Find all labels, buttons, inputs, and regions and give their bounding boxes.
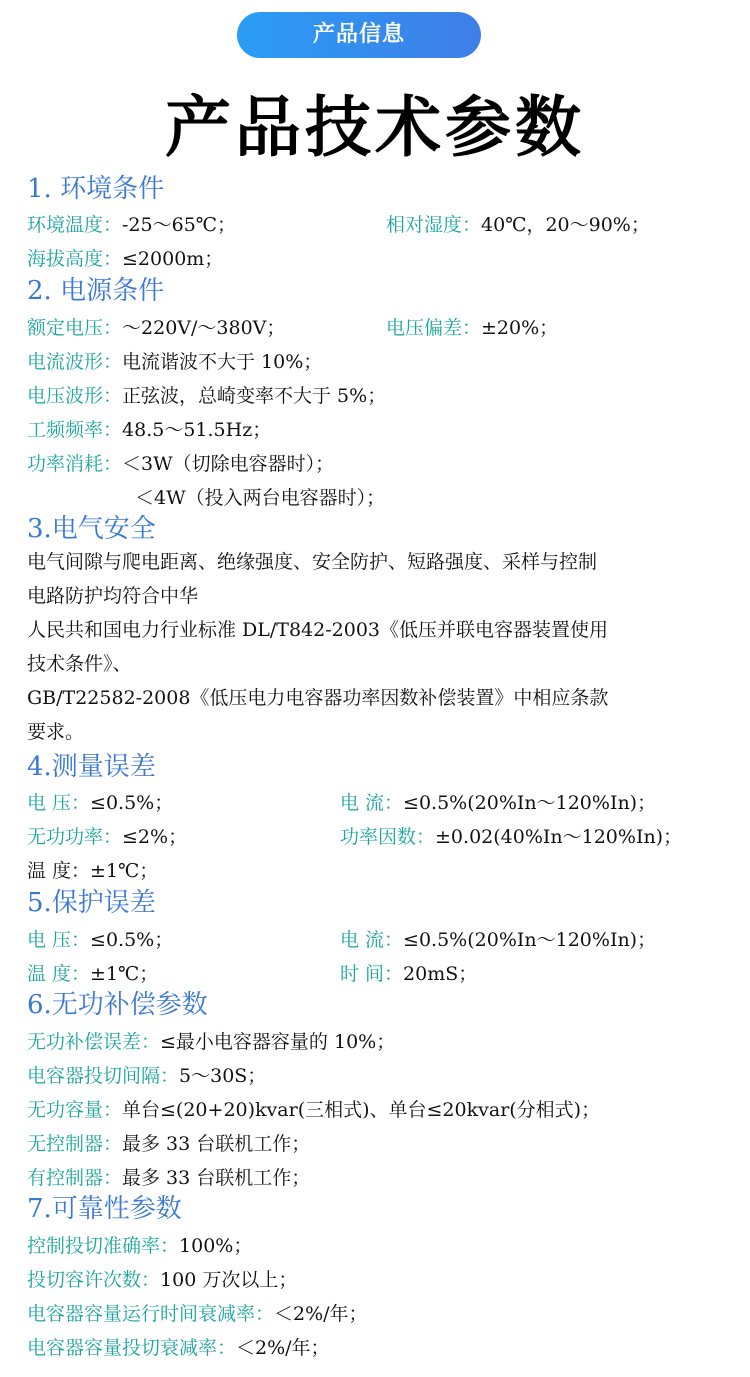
measure-temp-label: 温 度： xyxy=(27,860,91,882)
protect-current-row xyxy=(340,925,656,952)
switch-interval-label: 电容器投切间隔： xyxy=(27,1065,180,1087)
switching-decay-row xyxy=(27,1333,330,1360)
switch-accuracy-label: 控制投切准确率： xyxy=(27,1235,180,1257)
no-controller-label: 无控制器： xyxy=(27,1133,123,1155)
reactive-capacity-label: 无功容量： xyxy=(27,1099,123,1121)
page-title: 产品技术参数 xyxy=(165,89,585,166)
protect-current-value: ≤0.5%(20%In～120%In)； xyxy=(403,929,657,951)
measure-current-value: ≤0.5%(20%In～120%In)； xyxy=(403,792,657,814)
measure-reactive-label: 无功功率： xyxy=(27,826,123,848)
with-controller-value: 最多 33 台联机工作； xyxy=(122,1167,311,1189)
reactive-capacity-row xyxy=(27,1095,600,1122)
no-controller-row xyxy=(27,1129,310,1156)
frequency-value: 48.5～51.5Hz； xyxy=(122,419,272,441)
switch-interval-value: 5～30S； xyxy=(179,1065,267,1087)
protect-voltage-value: ≤0.5%； xyxy=(90,929,174,951)
safety-line: GB/T22582-2008《低压电力电容器功率因数补偿装置》中相应条款 xyxy=(27,687,609,709)
safety-line: 电气间隙与爬电距离、绝缘强度、安全防护、短路强度、采样与控制 xyxy=(27,551,598,573)
protect-voltage-label: 电 压： xyxy=(27,929,91,951)
safety-line: 技术条件》、 xyxy=(27,653,132,675)
voltage-deviation-value: ±20%； xyxy=(481,317,559,339)
protect-voltage-row xyxy=(27,925,173,952)
no-controller-value: 最多 33 台联机工作； xyxy=(122,1133,311,1155)
switch-interval-row xyxy=(27,1061,266,1088)
humidity-value: 40℃，20～90%； xyxy=(481,214,650,236)
section-3-title: 3.电气安全 xyxy=(27,514,156,544)
safety-line: 人民共和国电力行业标准 DL/T842-2003《低压并联电容器装置使用 xyxy=(27,619,609,641)
rated-voltage-label: 额定电压： xyxy=(27,317,123,339)
runtime-decay-value: ＜2%/年； xyxy=(274,1303,368,1325)
power-consumption-value-1: ＜3W（切除电容器时）； xyxy=(122,453,335,475)
measure-reactive-row xyxy=(27,822,187,849)
with-controller-row xyxy=(27,1163,310,1190)
protect-temp-row xyxy=(27,959,158,986)
safety-line: 要求。 xyxy=(27,721,85,743)
compensation-error-value: ≤最小电容器容量的 10%； xyxy=(160,1031,396,1053)
current-waveform-row xyxy=(27,347,322,374)
switch-accuracy-value: 100%； xyxy=(179,1235,253,1257)
electrical-safety-paragraph xyxy=(27,545,737,749)
rated-voltage-value: ～220V/～380V； xyxy=(122,317,286,339)
protect-time-value: 20mS； xyxy=(403,963,478,985)
measure-voltage-row xyxy=(27,788,173,815)
protect-temp-value: ±1℃； xyxy=(90,963,159,985)
voltage-waveform-label: 电压波形： xyxy=(27,385,123,407)
protect-current-label: 电 流： xyxy=(340,929,404,951)
switch-count-label: 投切容许次数： xyxy=(27,1269,161,1291)
protect-time-row xyxy=(340,959,477,986)
section-1-title: 1. 环境条件 xyxy=(27,174,165,204)
power-consumption-row xyxy=(27,449,334,476)
frequency-row xyxy=(27,415,271,442)
humidity-row xyxy=(386,210,650,237)
with-controller-label: 有控制器： xyxy=(27,1167,123,1189)
rated-voltage-row xyxy=(27,313,285,340)
measure-temp-value: ±1℃； xyxy=(90,860,159,882)
switching-decay-value: ＜2%/年； xyxy=(236,1337,330,1359)
compensation-error-row xyxy=(27,1027,395,1054)
env-temp-row xyxy=(27,210,236,237)
env-temp-value: -25～65℃； xyxy=(122,214,237,236)
measure-temp-row xyxy=(27,856,158,883)
measure-voltage-label: 电 压： xyxy=(27,792,91,814)
measure-pf-value: ±0.02(40%In～120%In)； xyxy=(435,826,683,848)
section-4-title: 4.测量误差 xyxy=(27,752,156,782)
compensation-error-label: 无功补偿误差： xyxy=(27,1031,161,1053)
voltage-deviation-row xyxy=(386,313,558,340)
switch-accuracy-row xyxy=(27,1231,252,1258)
frequency-label: 工频频率： xyxy=(27,419,123,441)
section-2-title: 2. 电源条件 xyxy=(27,276,165,306)
protect-time-label: 时 间： xyxy=(340,963,404,985)
section-6-title: 6.无功补偿参数 xyxy=(27,990,208,1020)
env-temp-label: 环境温度： xyxy=(27,214,123,236)
power-consumption-value-2: ＜4W（投入两台电容器时）； xyxy=(135,487,386,509)
measure-reactive-value: ≤2%； xyxy=(122,826,188,848)
voltage-waveform-row xyxy=(27,381,386,408)
measure-current-row xyxy=(340,788,656,815)
current-waveform-label: 电流波形： xyxy=(27,351,123,373)
altitude-row xyxy=(27,244,223,271)
section-5-title: 5.保护误差 xyxy=(27,888,156,918)
section-7-title: 7.可靠性参数 xyxy=(27,1194,182,1224)
runtime-decay-label: 电容器容量运行时间衰减率： xyxy=(27,1303,275,1325)
voltage-waveform-value: 正弦波，总崎变率不大于 5%； xyxy=(122,385,387,407)
switching-decay-label: 电容器容量投切衰减率： xyxy=(27,1337,237,1359)
section-tag-pill: 产品信息 xyxy=(237,12,481,58)
humidity-label: 相对湿度： xyxy=(386,214,482,236)
current-waveform-value: 电流谐波不大于 10%； xyxy=(122,351,323,373)
safety-line: 电路防护均符合中华 xyxy=(27,585,199,607)
altitude-label: 海拔高度： xyxy=(27,248,123,270)
reactive-capacity-value: 单台≤(20+20)kvar(三相式)、单台≤20kvar(分相式)； xyxy=(122,1099,601,1121)
protect-temp-label: 温 度： xyxy=(27,963,91,985)
power-consumption-label: 功率消耗： xyxy=(27,453,123,475)
measure-pf-label: 功率因数： xyxy=(340,826,436,848)
voltage-deviation-label: 电压偏差： xyxy=(386,317,482,339)
switch-count-row xyxy=(27,1265,297,1292)
runtime-decay-row xyxy=(27,1299,368,1326)
measure-current-label: 电 流： xyxy=(340,792,404,814)
switch-count-value: 100 万次以上； xyxy=(160,1269,298,1291)
altitude-value: ≤2000m； xyxy=(122,248,224,270)
measure-pf-row xyxy=(340,822,682,849)
measure-voltage-value: ≤0.5%； xyxy=(90,792,174,814)
